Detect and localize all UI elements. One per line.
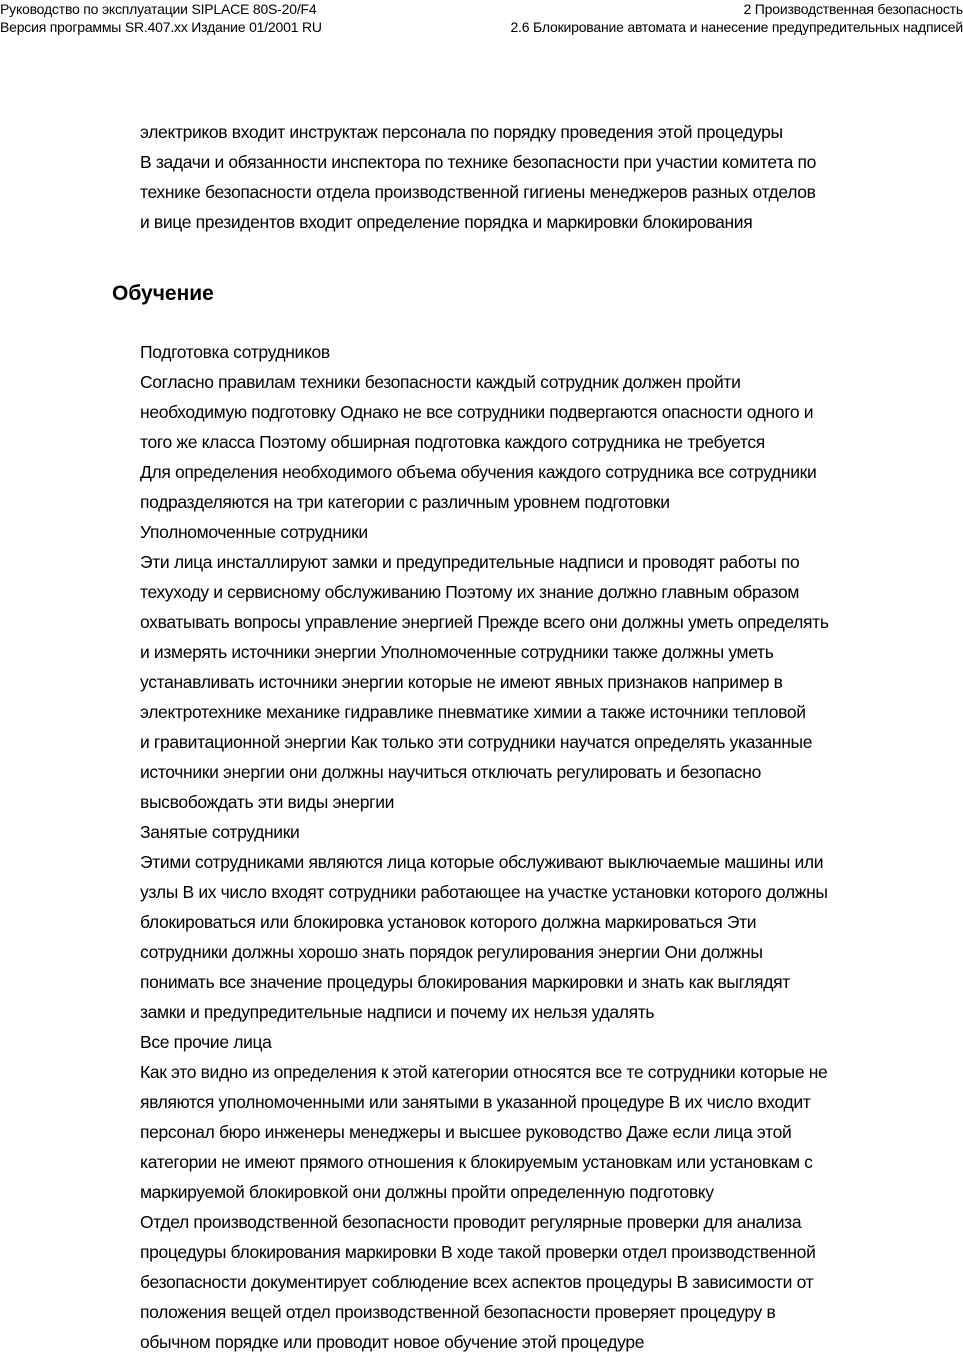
header-chapter: 2 Производственная безопасность bbox=[743, 1, 963, 17]
intro-paragraph bbox=[140, 117, 816, 237]
header-section: 2.6 Блокирование автомата и нанесение предупредительных надписей bbox=[510, 19, 963, 35]
text-line: и гравитационной энергии Как только эти сотрудники научатся определять указанные bbox=[140, 732, 813, 752]
text-line: являются уполномоченными или занятыми в указанной процедуре В их число входит bbox=[140, 1092, 811, 1112]
text-line: необходимую подготовку Однако не все сотрудники подвергаются опасности одного и bbox=[140, 402, 814, 422]
text-line: Этими сотрудниками являются лица которые обслуживают выключаемые машины или bbox=[140, 852, 824, 872]
text-line: Как это видно из определения к этой категории относятся все те сотрудники которые не bbox=[140, 1062, 828, 1082]
text-line: Согласно правилам техники безопасности каждый сотрудник должен пройти bbox=[140, 372, 741, 392]
text-line: электриков входит инструктаж персонала по порядку проведения этой процедуры bbox=[140, 122, 783, 142]
text-line: и вице президентов входит определение порядка и маркировки блокирования bbox=[140, 212, 753, 232]
text-line: безопасности документирует соблюдение всех аспектов процедуры В зависимости от bbox=[140, 1272, 814, 1292]
text-line: блокироваться или блокировка установок которого должна маркироваться Эти bbox=[140, 912, 757, 932]
text-line: понимать все значение процедуры блокирования маркировки и знать как выглядят bbox=[140, 972, 790, 992]
text-line: и измерять источники энергии Уполномоченные сотрудники также должны уметь bbox=[140, 642, 774, 662]
text-line: источники энергии они должны научиться отключать регулировать и безопасно bbox=[140, 762, 761, 782]
text-line: обычном порядке или проводит новое обучение этой процедуре bbox=[140, 1332, 645, 1352]
text-line: Уполномоченные сотрудники bbox=[140, 522, 368, 542]
text-line: Занятые сотрудники bbox=[140, 822, 300, 842]
text-line: техуходу и сервисному обслуживанию Поэтому их знание должно главным образом bbox=[140, 582, 800, 602]
text-line: подразделяются на три категории с различным уровнем подготовки bbox=[140, 492, 670, 512]
text-line: технике безопасности отдела производственной гигиены менеджеров разных отделов bbox=[140, 182, 816, 202]
text-line: Для определения необходимого объема обучения каждого сотрудника все сотрудники bbox=[140, 462, 817, 482]
text-line: В задачи и обязанности инспектора по технике безопасности при участии комитета по bbox=[140, 152, 817, 172]
text-line: устанавливать источники энергии которые не имеют явных признаков например в bbox=[140, 672, 783, 692]
text-line: процедуры блокирования маркировки В ходе такой проверки отдел производственной bbox=[140, 1242, 816, 1262]
text-line: охватывать вопросы управление энергией Прежде всего они должны уметь определять bbox=[140, 612, 829, 632]
text-line: персонал бюро инженеры менеджеры и высшее руководство Даже если лица этой bbox=[140, 1122, 792, 1142]
header-version: Версия программы SR.407.xx Издание 01/2001 RU bbox=[0, 19, 322, 35]
text-line: положения вещей отдел производственной безопасности проверяет процедуру в bbox=[140, 1302, 776, 1322]
section-heading: Обучение bbox=[112, 282, 214, 305]
text-line: Подготовка сотрудников bbox=[140, 342, 330, 362]
header-manual-title: Руководство по эксплуатации SIPLACE 80S-20/F4 bbox=[0, 1, 317, 17]
text-line: того же класса Поэтому обширная подготовка каждого сотрудника не требуется bbox=[140, 432, 765, 452]
text-line: электротехнике механике гидравлике пневматике химии а также источники тепловой bbox=[140, 702, 806, 722]
text-line: узлы В их число входят сотрудники работающее на участке установки которого должны bbox=[140, 882, 828, 902]
text-line: Все прочие лица bbox=[140, 1032, 272, 1052]
text-line: высвобождать эти виды энергии bbox=[140, 792, 395, 812]
body-text bbox=[140, 337, 829, 1357]
text-line: маркируемой блокировкой они должны пройти определенную подготовку bbox=[140, 1182, 714, 1202]
text-line: категории не имеют прямого отношения к блокируемым установкам или установкам с bbox=[140, 1152, 813, 1172]
text-line: замки и предупредительные надписи и почему их нельзя удалять bbox=[140, 1002, 655, 1022]
text-line: сотрудники должны хорошо знать порядок регулирования энергии Они должны bbox=[140, 942, 763, 962]
text-line: Отдел производственной безопасности проводит регулярные проверки для анализа bbox=[140, 1212, 802, 1232]
text-line: Эти лица инсталлируют замки и предупредительные надписи и проводят работы по bbox=[140, 552, 800, 572]
